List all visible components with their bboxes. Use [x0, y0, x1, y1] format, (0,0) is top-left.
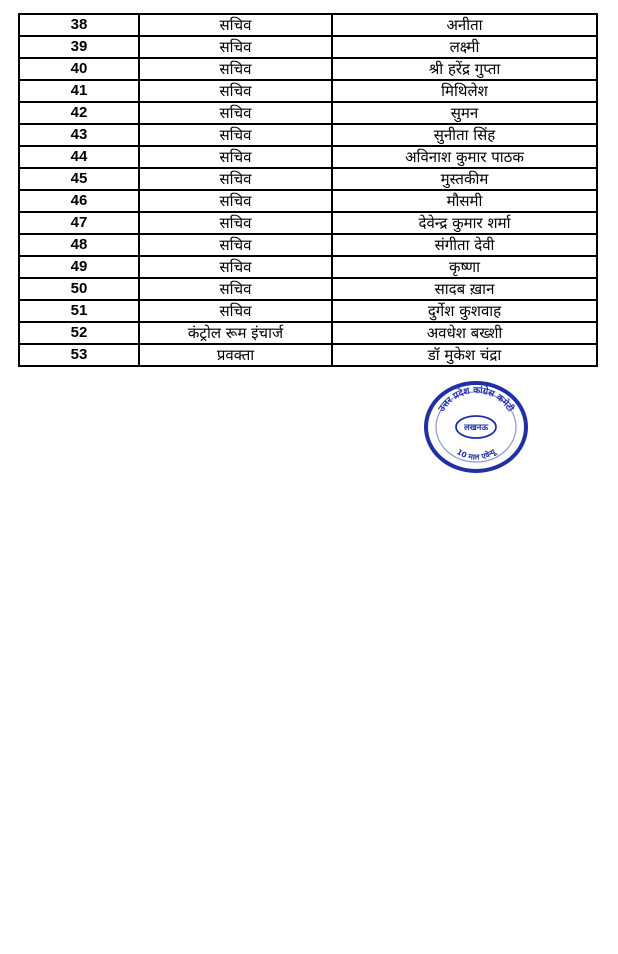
serial-number-cell: 53	[19, 344, 139, 366]
seal-ring-text: उत्तर प्रदेश कांग्रेस कमेटी	[437, 385, 515, 414]
member-name-cell: अवधेश बख्शी	[332, 322, 597, 344]
seal-bottom-text: 10 माल एवेन्यू	[455, 447, 497, 462]
member-name-cell: डॉ मुकेश चंद्रा	[332, 344, 597, 366]
serial-number-cell: 40	[19, 58, 139, 80]
member-name-cell: संगीता देवी	[332, 234, 597, 256]
member-name-cell: अविनाश कुमार पाठक	[332, 146, 597, 168]
member-name-cell: दुर्गेश कुशवाह	[332, 300, 597, 322]
party-seal-stamp	[424, 381, 528, 473]
designation-cell: सचिव	[139, 190, 332, 212]
designation-cell: प्रवक्ता	[139, 344, 332, 366]
table-row	[19, 168, 597, 190]
member-name-cell: सुनीता सिंह	[332, 124, 597, 146]
table-row	[19, 36, 597, 58]
member-name-cell: कृष्णा	[332, 256, 597, 278]
table-row	[19, 256, 597, 278]
designation-cell: सचिव	[139, 168, 332, 190]
member-name-cell: मौसमी	[332, 190, 597, 212]
member-name-cell: अनीता	[332, 14, 597, 36]
serial-number-cell: 44	[19, 146, 139, 168]
serial-number-cell: 43	[19, 124, 139, 146]
designation-cell: सचिव	[139, 58, 332, 80]
table-row	[19, 102, 597, 124]
table-row	[19, 234, 597, 256]
member-name-cell: सुमन	[332, 102, 597, 124]
designation-cell: सचिव	[139, 146, 332, 168]
table-row	[19, 278, 597, 300]
serial-number-cell: 51	[19, 300, 139, 322]
designation-cell: सचिव	[139, 14, 332, 36]
table-row	[19, 344, 597, 366]
table-row	[19, 300, 597, 322]
member-name-cell: मिथिलेश	[332, 80, 597, 102]
designation-cell: सचिव	[139, 36, 332, 58]
table-row	[19, 124, 597, 146]
serial-number-cell: 49	[19, 256, 139, 278]
serial-number-cell: 48	[19, 234, 139, 256]
designation-cell: सचिव	[139, 300, 332, 322]
member-name-cell: देवेन्द्र कुमार शर्मा	[332, 212, 597, 234]
designation-cell: सचिव	[139, 256, 332, 278]
table-row	[19, 190, 597, 212]
serial-number-cell: 39	[19, 36, 139, 58]
member-name-cell: मुस्तकीम	[332, 168, 597, 190]
table-body	[19, 14, 597, 366]
office-bearers-table	[18, 13, 598, 367]
designation-cell: सचिव	[139, 102, 332, 124]
member-name-cell: लक्ष्मी	[332, 36, 597, 58]
designation-cell: कंट्रोल रूम इंचार्ज	[139, 322, 332, 344]
table-row	[19, 58, 597, 80]
serial-number-cell: 46	[19, 190, 139, 212]
serial-number-cell: 50	[19, 278, 139, 300]
table-row	[19, 80, 597, 102]
seal-center-text: लखनऊ	[463, 423, 489, 433]
designation-cell: सचिव	[139, 234, 332, 256]
table-row	[19, 322, 597, 344]
designation-cell: सचिव	[139, 80, 332, 102]
serial-number-cell: 52	[19, 322, 139, 344]
member-name-cell: श्री हरेंद्र गुप्ता	[332, 58, 597, 80]
designation-cell: सचिव	[139, 124, 332, 146]
designation-cell: सचिव	[139, 212, 332, 234]
serial-number-cell: 47	[19, 212, 139, 234]
serial-number-cell: 41	[19, 80, 139, 102]
member-name-cell: सादब ख़ान	[332, 278, 597, 300]
table-row	[19, 212, 597, 234]
serial-number-cell: 42	[19, 102, 139, 124]
designation-cell: सचिव	[139, 278, 332, 300]
serial-number-cell: 38	[19, 14, 139, 36]
table-row	[19, 14, 597, 36]
serial-number-cell: 45	[19, 168, 139, 190]
table-row	[19, 146, 597, 168]
